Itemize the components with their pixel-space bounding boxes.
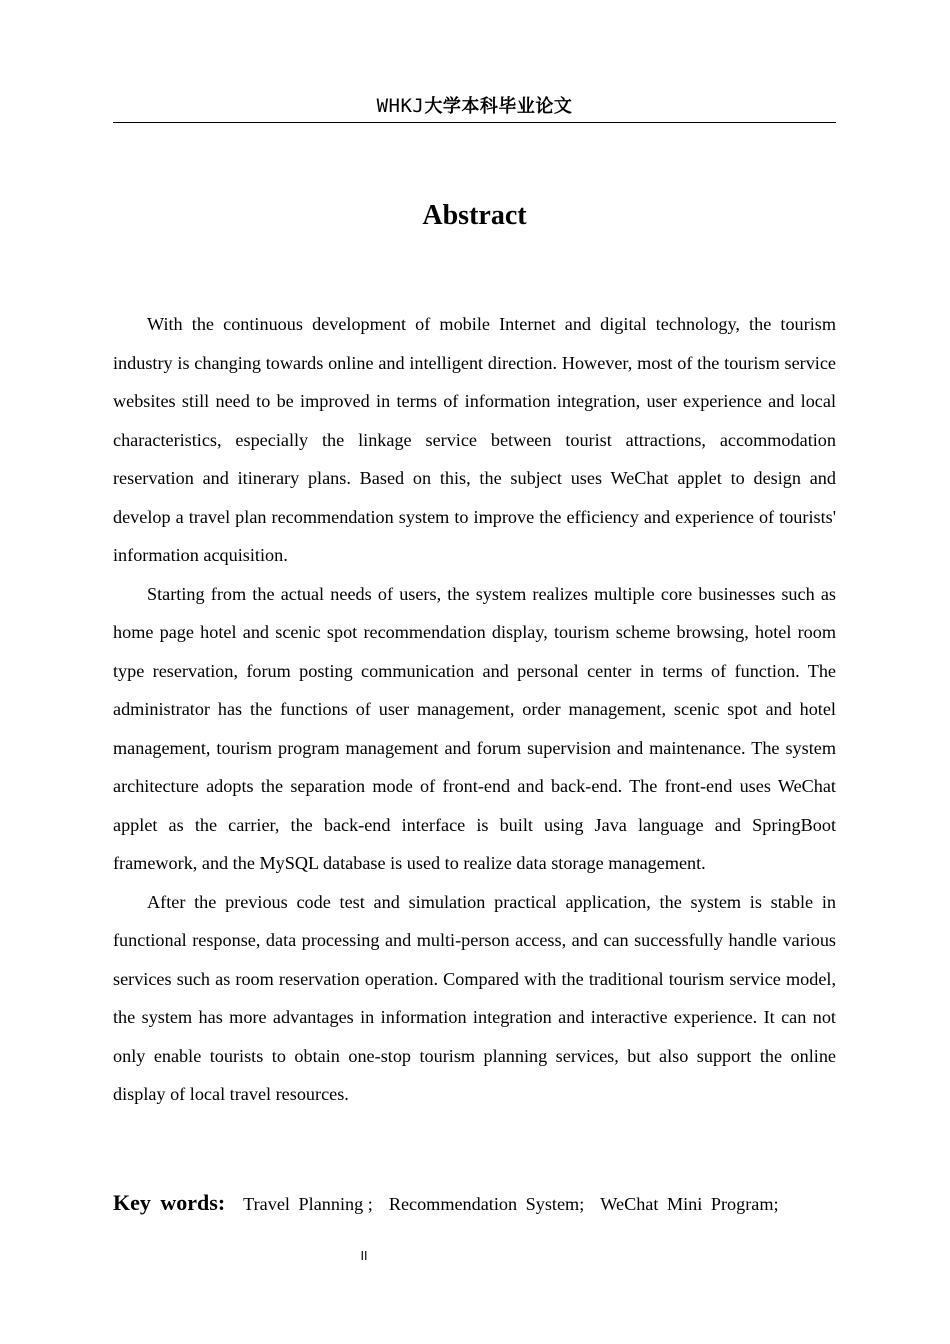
abstract-title: Abstract xyxy=(422,200,527,231)
abstract-body xyxy=(113,305,836,1114)
keywords-label: Key words: xyxy=(113,1190,226,1215)
keyword-separator: ; xyxy=(773,1194,779,1214)
abstract-paragraph-2: Starting from the actual needs of users, the system realizes multiple core businesses such as home page hotel and scenic spot recommendation display, tourism scheme browsing, hotel room type reservation, forum posting communication and personal center in terms of function. The administrator has the functions of user management, order management, scenic spot and hotel management, tourism program management and forum supervision and maintenance. The system architecture adopts the separation mode of front-end and back-end. The front-end uses WeChat applet as the carrier, the back-end interface is built using Java language and SpringBoot framework, and the MySQL database is used to realize data storage management. xyxy=(113,583,836,873)
header-title: 大学本科毕业论文 xyxy=(424,96,573,117)
keyword-separator: ; xyxy=(363,1194,373,1214)
abstract-paragraph-1: With the continuous development of mobile Internet and digital technology, the tourism industry is changing towards online and intelligent direction. However, most of the tourism service websites still need to be improved in terms of information integration, user experience and local characteristics, especially the linkage service between tourist attractions, accommodation reservation and itinerary plans. Based on this, the subject uses WeChat applet to design and develop a travel plan recommendation system to improve the efficiency and experience of tourists' information acquisition. xyxy=(113,314,836,565)
page-number: II xyxy=(360,1249,368,1263)
keyword-item: WeChat Mini Program xyxy=(600,1194,774,1214)
header-prefix: WHKJ xyxy=(376,95,425,117)
keywords-line xyxy=(113,1186,836,1221)
keyword-item: Travel Planning xyxy=(243,1194,364,1214)
keyword-item: Recommendation System xyxy=(388,1194,580,1214)
page-header xyxy=(113,92,836,123)
keyword-separator: ; xyxy=(579,1194,585,1214)
abstract-paragraph-3: After the previous code test and simulation practical application, the system is stable in functional response, data processing and multi-person access, and can successfully handle various services such as room reservation operation. Compared with the traditional tourism service model, the system has more advantages in information integration and interactive experience. It can not only enable tourists to obtain one-stop tourism planning services, but also support the online display of local travel resources. xyxy=(113,891,836,1104)
